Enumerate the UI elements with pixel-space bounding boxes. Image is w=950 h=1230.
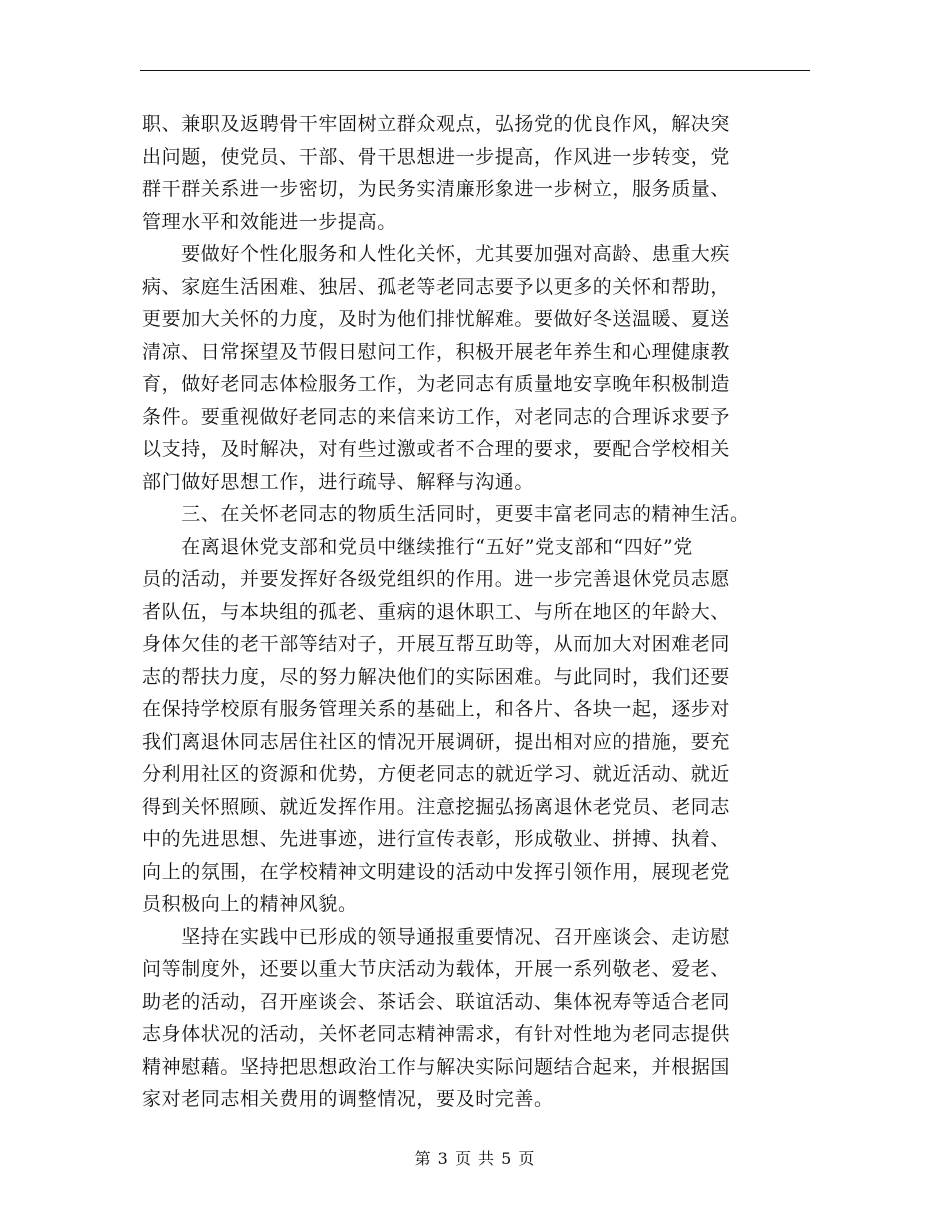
text-line: 病、家庭生活困难、独居、孤老等老同志要予以更多的关怀和帮助，: [142, 275, 731, 298]
text-line: 员积极向上的精神风貌。: [142, 893, 358, 915]
text-line: 精神慰藉。坚持把思想政治工作与解决实际问题结合起来，并根据国: [142, 1055, 731, 1078]
text-line: 我们离退休同志居住社区的情况开展调研，提出相对应的措施，要充: [142, 730, 731, 753]
body-text: [142, 108, 812, 1116]
page-number-footer: 第 3 页 共 5 页: [414, 1149, 536, 1168]
text-line: 管理水平和效能进一步提高。: [142, 210, 397, 233]
text-line: 群干群关系进一步密切，为民务实清廉形象进一步树立，服务质量、: [142, 178, 731, 200]
text-line: 要做好个性化服务和人性化关怀，尤其要加强对高龄、患重大疾: [142, 243, 731, 265]
text-line: 志的帮扶力度，尽的努力解决他们的实际困难。与此同时，我们还要: [142, 665, 731, 688]
text-line: 分利用社区的资源和优势，方便老同志的就近学习、就近活动、就近: [142, 763, 731, 785]
text-line: 三、在关怀老同志的物质生活同时，更要丰富老同志的精神生活。: [142, 503, 750, 525]
text-line: 更要加大关怀的力度，及时为他们排忧解难。要做好冬送温暖、夏送: [142, 308, 731, 330]
text-line: 清凉、日常探望及节假日慰问工作，积极开展老年养生和心理健康教: [142, 340, 731, 363]
text-line: 职、兼职及返聘骨干牢固树立群众观点，弘扬党的优良作风，解决突: [142, 113, 731, 135]
text-line: 部门做好思想工作，进行疏导、解释与沟通。: [142, 470, 535, 493]
text-line: 育，做好老同志体检服务工作，为老同志有质量地安享晚年积极制造: [142, 373, 731, 395]
text-line: 助老的活动，召开座谈会、茶话会、联谊活动、集体祝寿等适合老同: [142, 990, 731, 1013]
text-line: 者队伍，与本块组的孤老、重病的退休职工、与所在地区的年龄大、: [142, 600, 731, 623]
text-line: 以支持，及时解决，对有些过激或者不合理的要求，要配合学校相关: [142, 438, 731, 460]
text-line: 志身体状况的活动，关怀老同志精神需求，有针对性地为老同志提供: [142, 1023, 731, 1045]
text-line: 员的活动，并要发挥好各级党组织的作用。进一步完善退休党员志愿: [142, 568, 731, 590]
text-line: 得到关怀照顾、就近发挥作用。注意挖掘弘扬离退休老党员、老同志: [142, 795, 731, 818]
text-line: 身体欠佳的老干部等结对子，开展互帮互助等，从而加大对困难老同: [142, 633, 731, 655]
text-line: 在保持学校原有服务管理关系的基础上，和各片、各块一起，逐步对: [142, 698, 731, 720]
text-line: 中的先进思想、先进事迹，进行宣传表彰，形成敬业、拼搏、执着、: [142, 828, 731, 850]
text-line: 在离退休党支部和党员中继续推行“五好”党支部和“四好”党: [142, 535, 693, 558]
text-line: 家对老同志相关费用的调整情况，要及时完善。: [142, 1088, 554, 1110]
text-line: 出问题，使党员、干部、骨干思想进一步提高，作风进一步转变，党: [142, 145, 731, 168]
text-line: 问等制度外，还要以重大节庆活动为载体，开展一系列敬老、爱老、: [142, 958, 731, 980]
text-line: 坚持在实践中已形成的领导通报重要情况、召开座谈会、走访慰: [142, 925, 731, 948]
text-line: 条件。要重视做好老同志的来信来访工作，对老同志的合理诉求要予: [142, 405, 731, 428]
text-line: 向上的氛围，在学校精神文明建设的活动中发挥引领作用，展现老党: [142, 860, 731, 883]
header-rule: [140, 70, 810, 71]
